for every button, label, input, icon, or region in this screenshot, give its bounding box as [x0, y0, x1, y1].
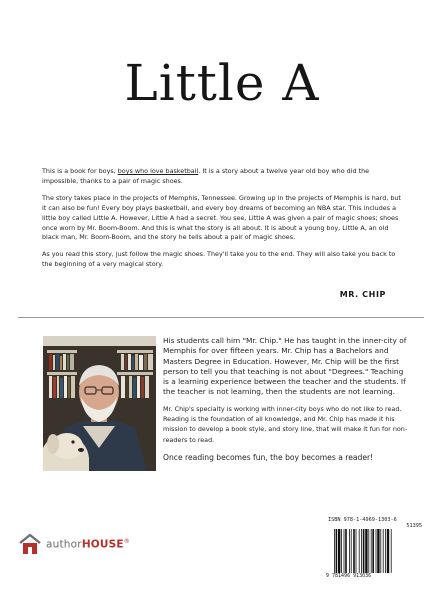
barcode-stripe [383, 529, 384, 573]
barcode-stripe [385, 529, 386, 573]
barcode-stripe [359, 529, 360, 573]
barcode-stripe [356, 529, 357, 573]
barcode-stripe [361, 529, 362, 573]
barcode-stripe [334, 529, 335, 573]
blurb-p1-end: . It is a story about a twelve year old boy who did the impossible, thanks to a pair of magic shoes. [42, 167, 370, 185]
barcode-stripe [377, 529, 379, 573]
barcode-stripe [353, 529, 355, 573]
blurb-p1-underlined: boys who love basketball [117, 167, 199, 175]
bio-paragraph-1: His students call him "Mr. Chip." He has taught in the inner-city of Memphis for over fifteen years. Mr. Chip has a Bachelors and Masters Degree in Education. However, Mr. Chip will be the first person to tell you that teaching is not about "Degrees." Teaching is a learning experience between the teacher and the students. If the teacher is not learning, then the students are not learning. [163, 336, 407, 397]
barcode-stripe [368, 529, 369, 573]
barcode-stripe [371, 529, 372, 573]
barcode-stripe [345, 529, 347, 573]
publisher-logo [18, 533, 130, 555]
publisher-name [46, 538, 130, 551]
blurb-paragraph-2: The story takes place in the projects of Memphis, Tennessee. Growing up in the projects of Memphis is hard, but it can also be fun! Every boy plays basketball, and every boy dreams of becoming an NBA star. This includes a little boy called Little A. However, Little A had a secret. You see, Little A was given a pair of magic shoes; shoes once worn by Mr. Boom-Boom. And this is what the story is all about. It is about a young boy, Little A, an old black man, Mr. Boom-Boom, and the story he tells about a pair of magic shoes. [42, 193, 401, 242]
publisher-name-bold: HOUSE [81, 538, 124, 551]
barcode-stripe [372, 529, 374, 573]
barcode-stripe [376, 529, 377, 573]
barcode-stripe [338, 529, 340, 573]
barcode-stripe [341, 529, 342, 573]
blurb-paragraph-3: As you read this story, just follow the magic shoes. They'll take you to the end. They will also take you back to the beginning of a very magical story. [42, 250, 396, 269]
registered-mark: ® [123, 537, 130, 545]
bio-paragraph-2: Mr. Chip's specialty is working with inner-city boys who do not like to read. Reading is the foundation of all knowledge, and Mr. Chip has made it his mission to develop a book style, and story line, that will make it fun for non-readers to read. [163, 404, 408, 444]
barcode-stripe [365, 529, 367, 573]
barcode-stripe [349, 529, 350, 573]
blurb-paragraph-1 [42, 167, 406, 187]
isbn-label: ISBN 978-1-4969-1303-6 [328, 517, 397, 523]
barcode-stripe [351, 529, 352, 573]
barcode-bars [326, 529, 422, 573]
section-divider [18, 317, 424, 318]
barcode-stripe [387, 529, 389, 573]
author-photo-illustration [43, 336, 156, 471]
isbn-barcode [322, 514, 426, 582]
blurb-p1-start: This is a book for boys, [42, 167, 118, 175]
price-code: 51395 [406, 523, 422, 529]
author-photo [43, 336, 156, 471]
barcode-stripe [391, 529, 392, 573]
bio-closing-line: Once reading becomes fun, the boy becomes a reader! [163, 452, 374, 462]
barcode-stripe [344, 529, 345, 573]
book-title: Little A [124, 54, 320, 112]
barcode-stripe [336, 529, 338, 573]
barcode-stripe [363, 529, 365, 573]
author-signature: MR. CHIP [339, 290, 386, 299]
publisher-name-light: author [46, 538, 82, 551]
author-bio [163, 336, 411, 469]
book-blurb [42, 167, 406, 277]
ean-digits: 9 781496 913036 [326, 573, 372, 579]
barcode-stripe [380, 529, 381, 573]
house-icon [18, 533, 42, 555]
